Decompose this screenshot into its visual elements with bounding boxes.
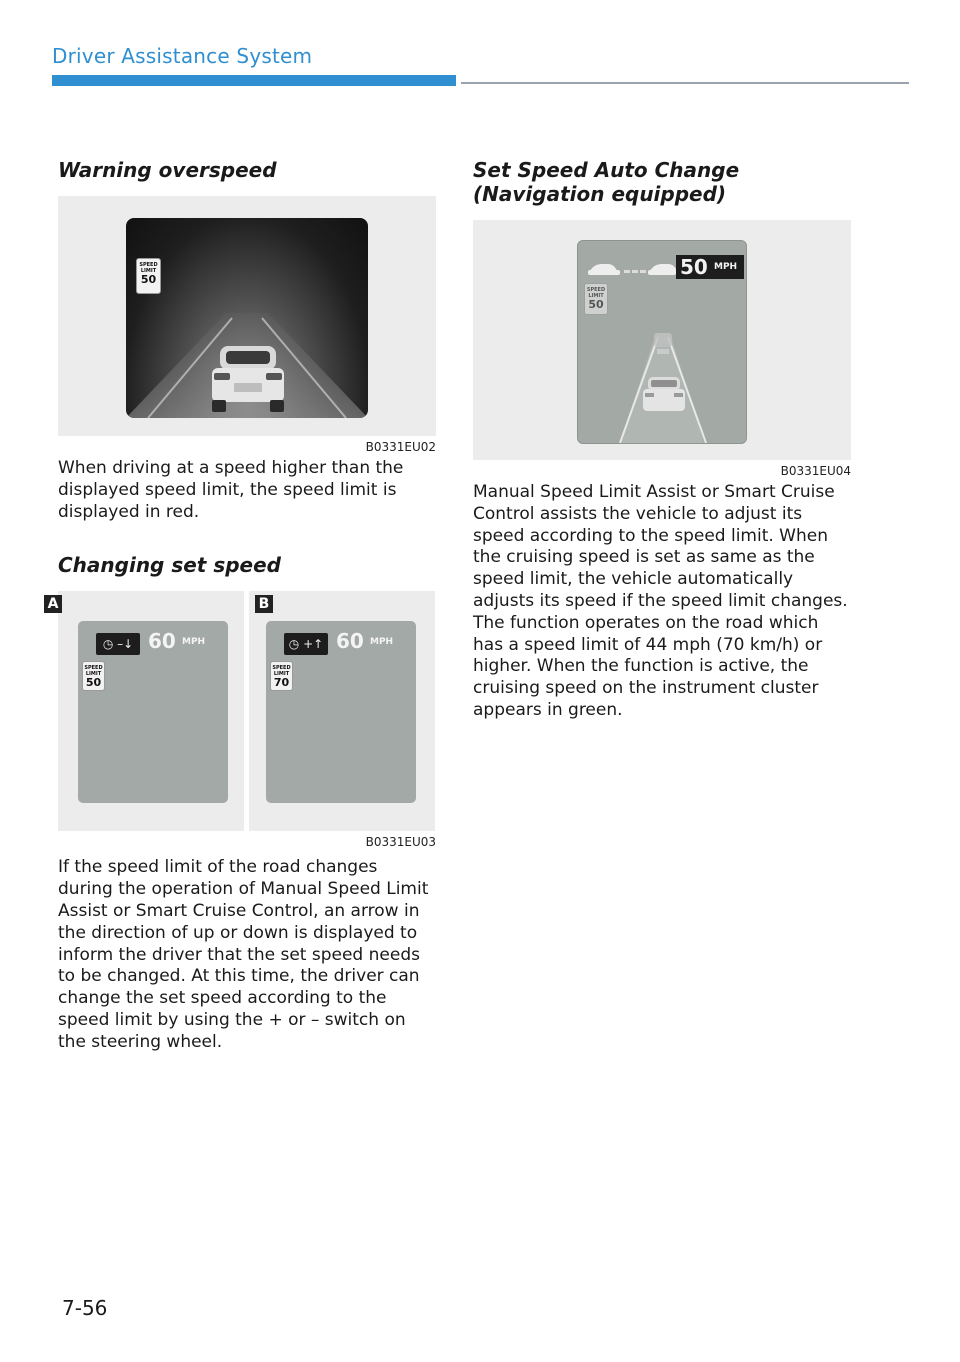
- panel-tag-a: A: [44, 595, 62, 613]
- set-speed-value-b: 60: [336, 629, 364, 654]
- paragraph-changing-set-speed: If the speed limit of the road changes during the operation of Manual Speed Limit Assist or Smart Cruise Control, an arrow in the direction of up or down is displayed to inform the driver that the set speed needs to be changed. At this time, the driver can change the set speed according to the speed limit by using the + or – switch on the steering wheel.: [58, 857, 429, 1052]
- section-heading-changing-set-speed: Changing set speed: [58, 553, 281, 578]
- set-speed-up-icon: ◷ +↑: [284, 633, 328, 655]
- speed-limit-sign-value-a: 50: [85, 676, 102, 690]
- set-speed-down-icon: ◷ –↓: [96, 633, 140, 655]
- panel-tag-b: B: [255, 595, 273, 613]
- speed-limit-sign-label: SPEED LIMIT: [139, 262, 158, 274]
- cluster-display-a: [78, 621, 228, 803]
- speed-limit-sign: [584, 283, 608, 315]
- speed-limit-sign-value: 50: [588, 298, 604, 311]
- set-speed-value-a: 60: [148, 629, 176, 654]
- speed-unit: MPH: [714, 262, 738, 272]
- figure-code: B0331EU04: [780, 464, 851, 478]
- figure-changing-set-speed: [47, 591, 436, 831]
- figure-set-speed-auto-change: [473, 220, 851, 460]
- section-heading-warning-overspeed: Warning overspeed: [58, 158, 277, 182]
- paragraph-warning-overspeed: When driving at a speed higher than the displayed speed limit, the speed limit is displayed in red.: [58, 458, 404, 522]
- speed-unit-b: MPH: [370, 637, 394, 648]
- speed-limit-sign-value: 50: [140, 273, 157, 286]
- figure-code: B0331EU02: [365, 440, 436, 454]
- panel-b: [249, 591, 435, 831]
- header-title: Driver Assistance System: [52, 44, 313, 68]
- cluster-display-night: [126, 218, 368, 418]
- figure-warning-overspeed: [58, 196, 436, 436]
- left-column: [47, 158, 436, 1054]
- speed-unit-a: MPH: [182, 637, 206, 648]
- speed-limit-sign-label-b: SPEED LIMIT: [272, 665, 291, 678]
- header-rule: [461, 82, 909, 84]
- cluster-display-auto-change: [577, 240, 747, 444]
- right-column: [473, 158, 851, 722]
- paragraph-set-speed-auto-change: Manual Speed Limit Assist or Smart Cruise Control assists the vehicle to adjust its speed according to the speed limit. When the cruising speed is set as same as the speed limit, the vehicle automatically adjusts its speed if the speed limit changes. The function operates on the road which has a speed limit of 44 mph (70 km/h) or higher. When the function is active, the cruising speed on the instrument cluster appears in green.: [473, 482, 848, 720]
- speed-limit-sign-label: SPEED LIMIT: [586, 287, 606, 299]
- speed-limit-sign-value-b: 70: [273, 676, 290, 690]
- page-number: 7-56: [62, 1296, 108, 1320]
- road-scene-illustration: [126, 218, 368, 418]
- speed-limit-sign-a: [82, 661, 105, 691]
- cluster-display-b: [266, 621, 416, 803]
- panel-a: [47, 591, 244, 831]
- section-heading-set-speed-auto-change: Set Speed Auto Change (Navigation equipped): [473, 158, 740, 206]
- header-accent-bar: [52, 75, 456, 86]
- speed-limit-sign: [136, 258, 161, 294]
- speed-limit-sign-b: [270, 661, 293, 691]
- figure-code: B0331EU03: [365, 835, 436, 850]
- set-speed-value: 50: [680, 255, 708, 279]
- speed-limit-sign-label-a: SPEED LIMIT: [84, 665, 103, 678]
